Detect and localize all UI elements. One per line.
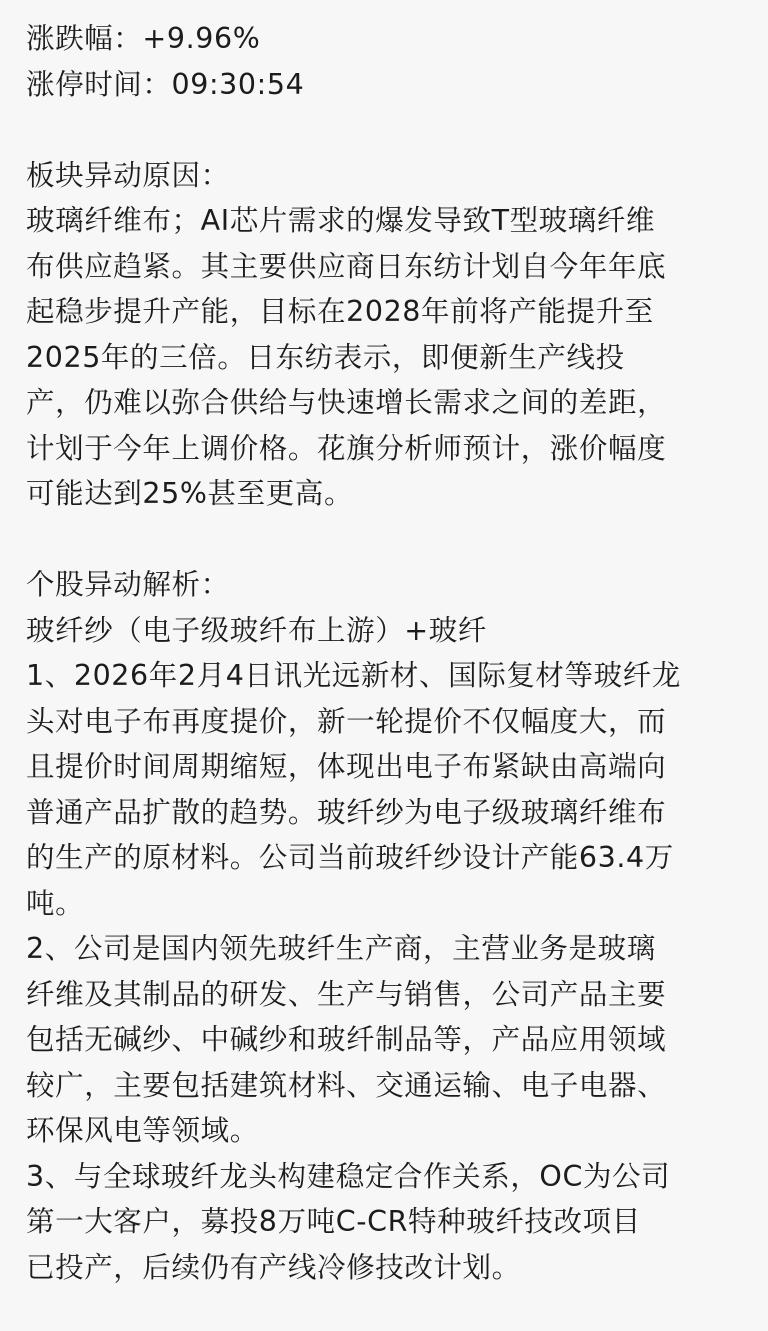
text-line: 布供应趋紧。其主要供应商日东纺计划自今年年底 [26,249,667,283]
text-line: 计划于今年上调价格。花旗分析师预计，涨价幅度 [26,431,667,465]
text-line: 纤维及其制品的研发、生产与销售，公司产品主要 [26,977,667,1011]
text-line: 产，仍难以弥合供给与快速增长需求之间的差距， [26,386,667,419]
stock-point-1 [26,653,748,926]
text-line: 包括无碱纱、中碱纱和玻纤制品等，产品应用领域 [26,1023,667,1056]
text-line: 普通产品扩散的趋势。玻纤纱为电子级玻璃纤维布 [26,795,667,829]
change-label: 涨跌幅： [26,22,143,55]
text-line: 3、与全球玻纤龙头构建稳定合作关系，OC为公司 [26,1159,671,1193]
spacer [26,107,748,153]
limit-time-label: 涨停时间： [26,67,172,101]
text-line: 玻璃纤维布；AI芯片需求的爆发导致T型玻璃纤维 [26,204,656,237]
change-value: +9.96% [142,22,261,55]
limit-time-value: 09:30:54 [171,67,305,101]
text-line: 且提价时间周期缩短，体现出电子布紧缺由高端向 [26,750,667,783]
stock-point-3 [26,1154,748,1291]
text-line: 头对电子布再度提价，新一轮提价不仅幅度大，而 [26,704,667,738]
text-line: 起稳步提升产能，目标在2028年前将产能提升至 [26,295,654,328]
text-line: 较广，主要包括建筑材料、交通运输、电子电器、 [26,1068,667,1102]
text-line: 可能达到25%甚至更高。 [26,477,354,510]
text-line: 已投产，后续仍有产线冷修技改计划。 [26,1250,521,1284]
stock-heading: 个股异动解析： [26,568,230,601]
sector-heading: 板块异动原因： [26,158,230,192]
sector-reason-text [26,198,748,517]
limit-time-row [26,62,748,108]
spacer [26,517,748,563]
stock-point-2 [26,926,748,1154]
text-line: 第一大客户，募投8万吨C-CR特种玻纤技改项目 [26,1205,641,1238]
text-line: 1、2026年2月4日讯光远新材、国际复材等玻纤龙 [26,659,681,692]
text-line: 环保风电等领域。 [26,1114,259,1147]
text-line: 2025年的三倍。日东纺表示，即便新生产线投 [26,340,625,374]
text-line: 吨。 [26,886,85,920]
text-line: 的生产的原材料。公司当前玻纤纱设计产能63.4万 [26,841,674,874]
text-line: 2、公司是国内领先玻纤生产商，主营业务是玻璃 [26,932,656,965]
article-body [26,16,748,1290]
stock-topic: 玻纤纱（电子级玻纤布上游）+玻纤 [26,613,487,647]
change-row [26,16,748,62]
